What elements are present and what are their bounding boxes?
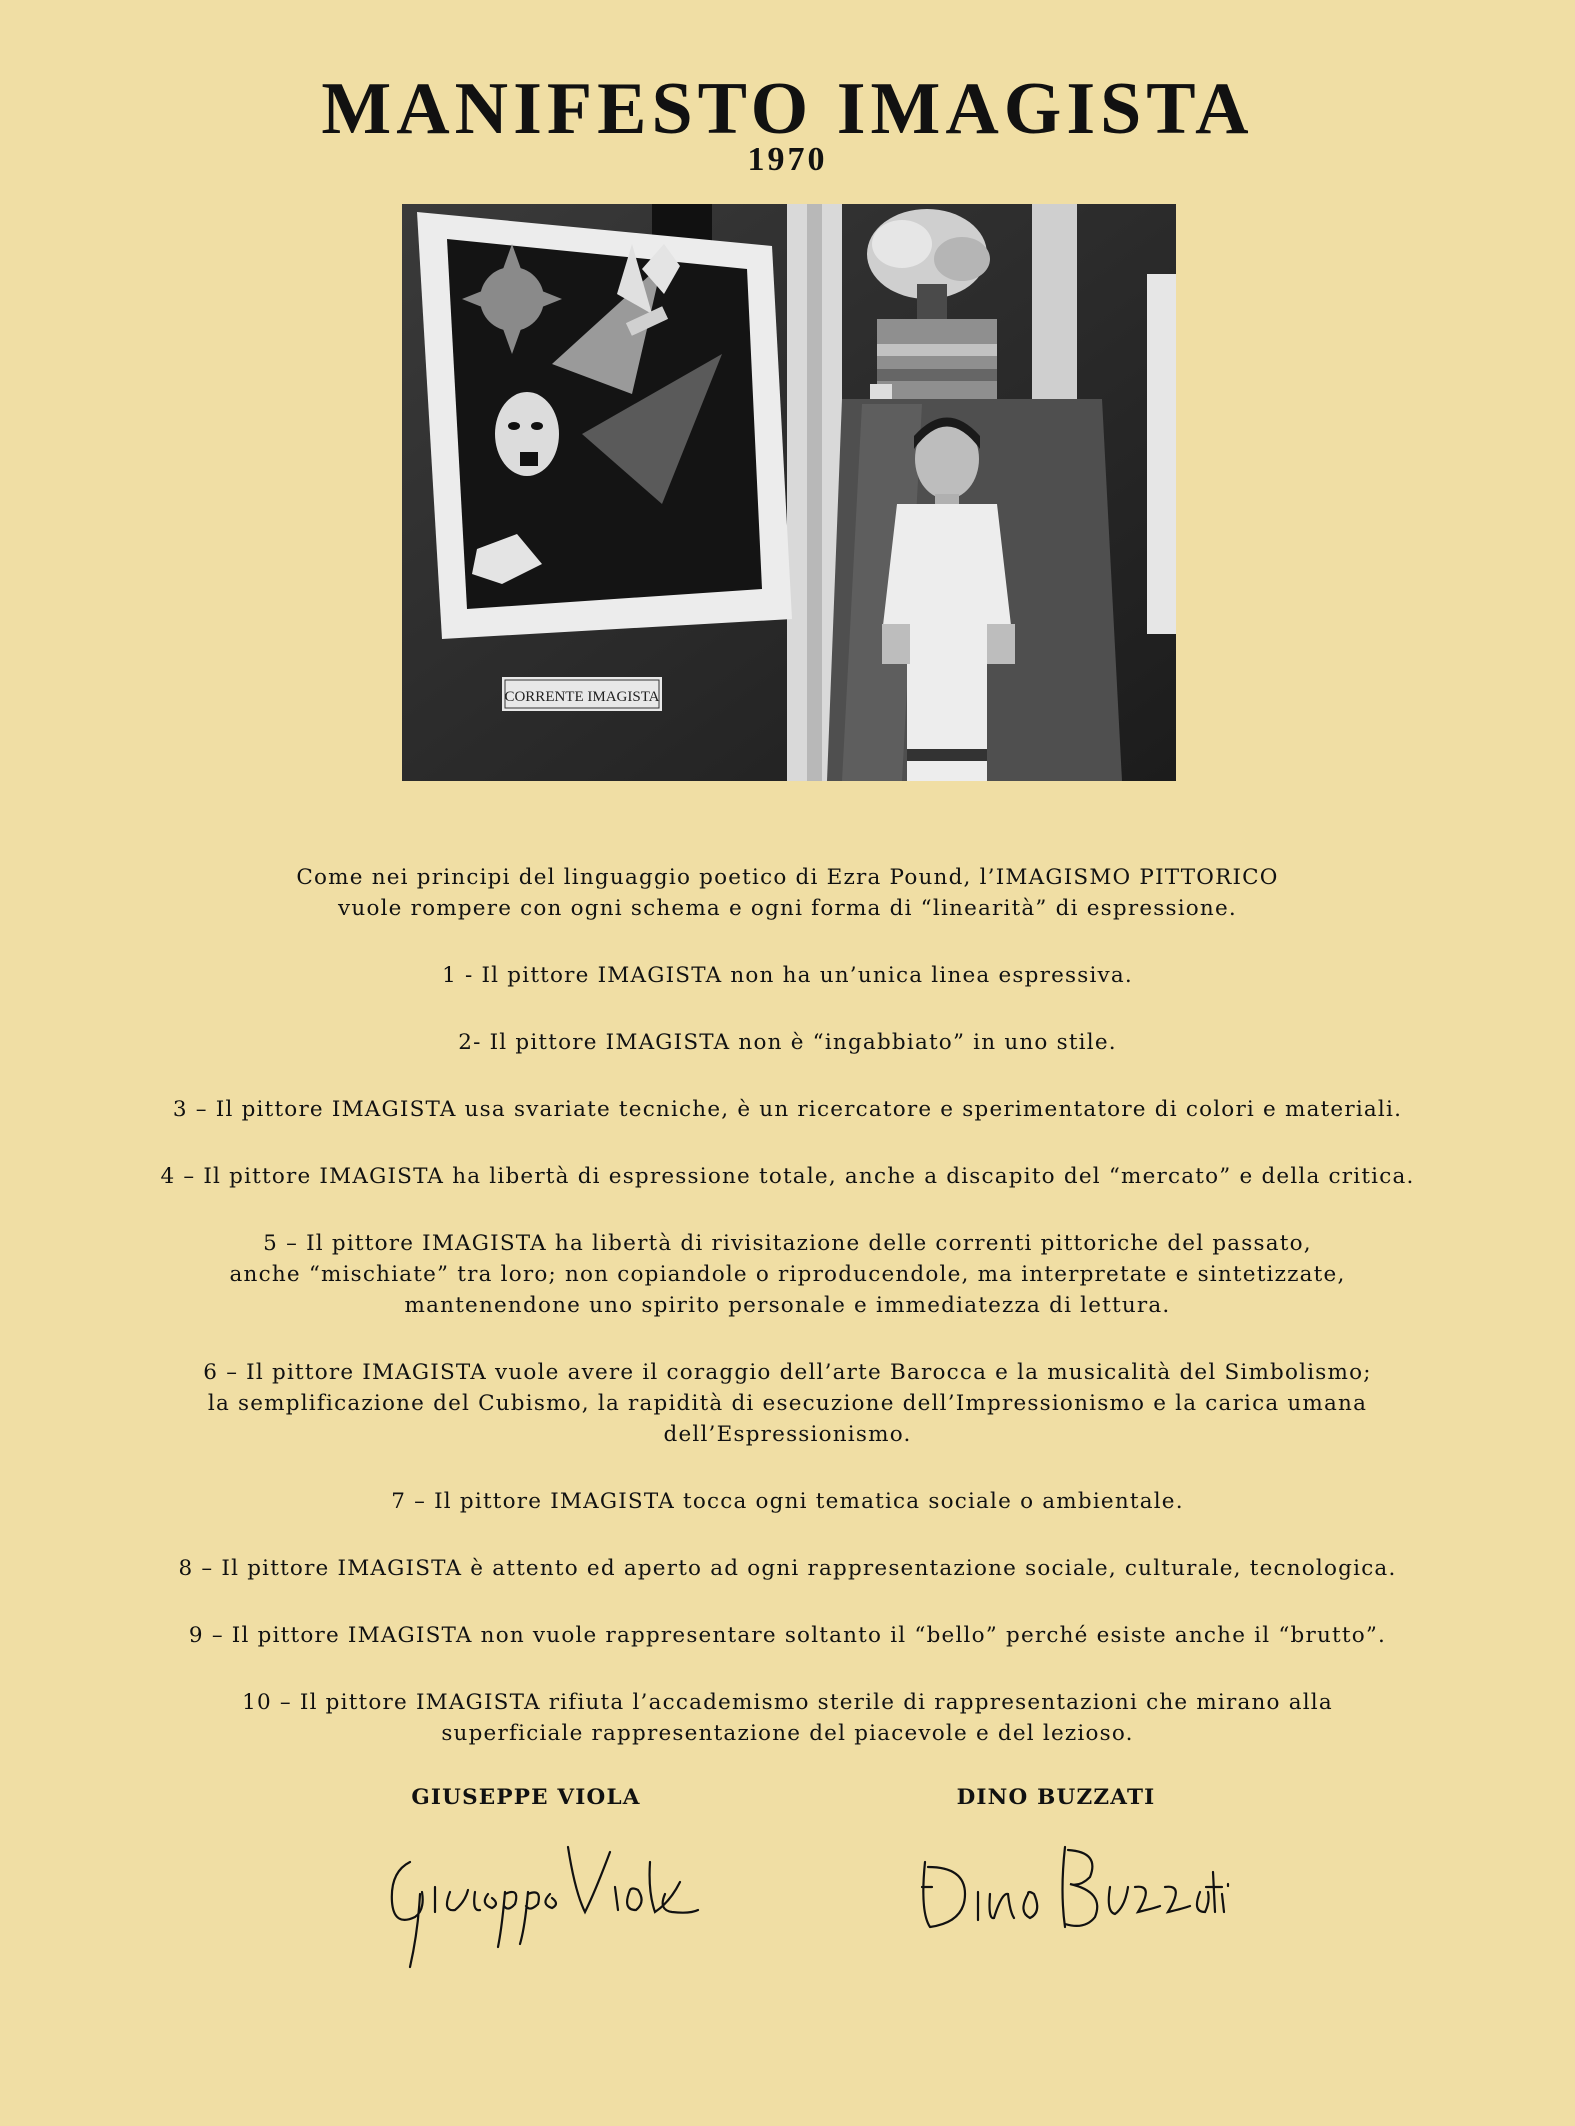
manifesto-title: MANIFESTO IMAGISTA: [321, 68, 1254, 150]
point-8: [40, 1553, 1535, 1584]
point-9: [40, 1620, 1535, 1651]
point-line: 9 – Il pittore IMAGISTA non vuole rappresentare soltanto il “bello” perché esiste anche il “brutto”.: [188, 1623, 1387, 1648]
point-line: 5 – Il pittore IMAGISTA ha libertà di rivisitazione delle correnti pittoriche del passato,: [263, 1231, 1312, 1256]
point-6: [40, 1357, 1535, 1450]
point-line: mantenendone uno spirito personale e immediatezza di lettura.: [404, 1293, 1171, 1318]
point-3: [40, 1094, 1535, 1125]
point-line: 2- Il pittore IMAGISTA non è “ingabbiato” in uno stile.: [458, 1030, 1117, 1055]
point-line: 8 – Il pittore IMAGISTA è attento ed aperto ad ogni rappresentazione sociale, culturale, tecnologica.: [178, 1556, 1397, 1581]
exhibition-photo: [402, 204, 1176, 781]
point-10: [40, 1687, 1535, 1749]
point-line: anche “mischiate” tra loro; non copiandole o riproducendole, ma interpretate e sintetizzate,: [229, 1262, 1346, 1287]
point-line: 7 – Il pittore IMAGISTA tocca ogni tematica sociale o ambientale.: [391, 1489, 1184, 1514]
point-line: 6 – Il pittore IMAGISTA vuole avere il coraggio dell’arte Barocca e la musicalità del Simbolismo;: [203, 1360, 1372, 1385]
intro-paragraph: [40, 862, 1535, 924]
point-2: [40, 1027, 1535, 1058]
point-line: 3 – Il pittore IMAGISTA usa svariate tecniche, è un ricercatore e sperimentatore di colori e materiali.: [172, 1097, 1403, 1122]
signatory-name-right: DINO BUZZATI: [956, 1785, 1156, 1810]
signatory-name-left: GIUSEPPE VIOLA: [411, 1785, 641, 1810]
point-line: superficiale rappresentazione del piacevole e del lezioso.: [441, 1721, 1134, 1746]
point-line: la semplificazione del Cubismo, la rapidità di esecuzione dell’Impressionismo e la carica umana: [207, 1391, 1368, 1416]
point-4: [40, 1161, 1535, 1192]
point-line: 4 – Il pittore IMAGISTA ha libertà di espressione totale, anche a discapito del “mercato” e della critica.: [160, 1164, 1415, 1189]
point-1: [40, 960, 1535, 991]
manifesto-year: 1970: [747, 141, 828, 178]
manifesto-body: [40, 862, 1535, 1785]
point-5: [40, 1228, 1535, 1321]
signature-giuseppe-viola: [380, 1832, 700, 1972]
point-7: [40, 1486, 1535, 1517]
point-line: 10 – Il pittore IMAGISTA rifiuta l’accademismo sterile di rappresentazioni che mirano alla: [242, 1690, 1333, 1715]
signature-dino-buzzati: [910, 1832, 1230, 1972]
intro-line: vuole rompere con ogni schema e ogni forma di “linearità” di espressione.: [338, 896, 1237, 921]
point-line: 1 - Il pittore IMAGISTA non ha un’unica linea espressiva.: [442, 963, 1133, 988]
photo-banner-text: CORRENTE IMAGISTA: [504, 689, 660, 705]
intro-line: Come nei principi del linguaggio poetico di Ezra Pound, l’IMAGISMO PITTORICO: [296, 865, 1279, 890]
point-line: dell’Espressionismo.: [663, 1422, 912, 1447]
